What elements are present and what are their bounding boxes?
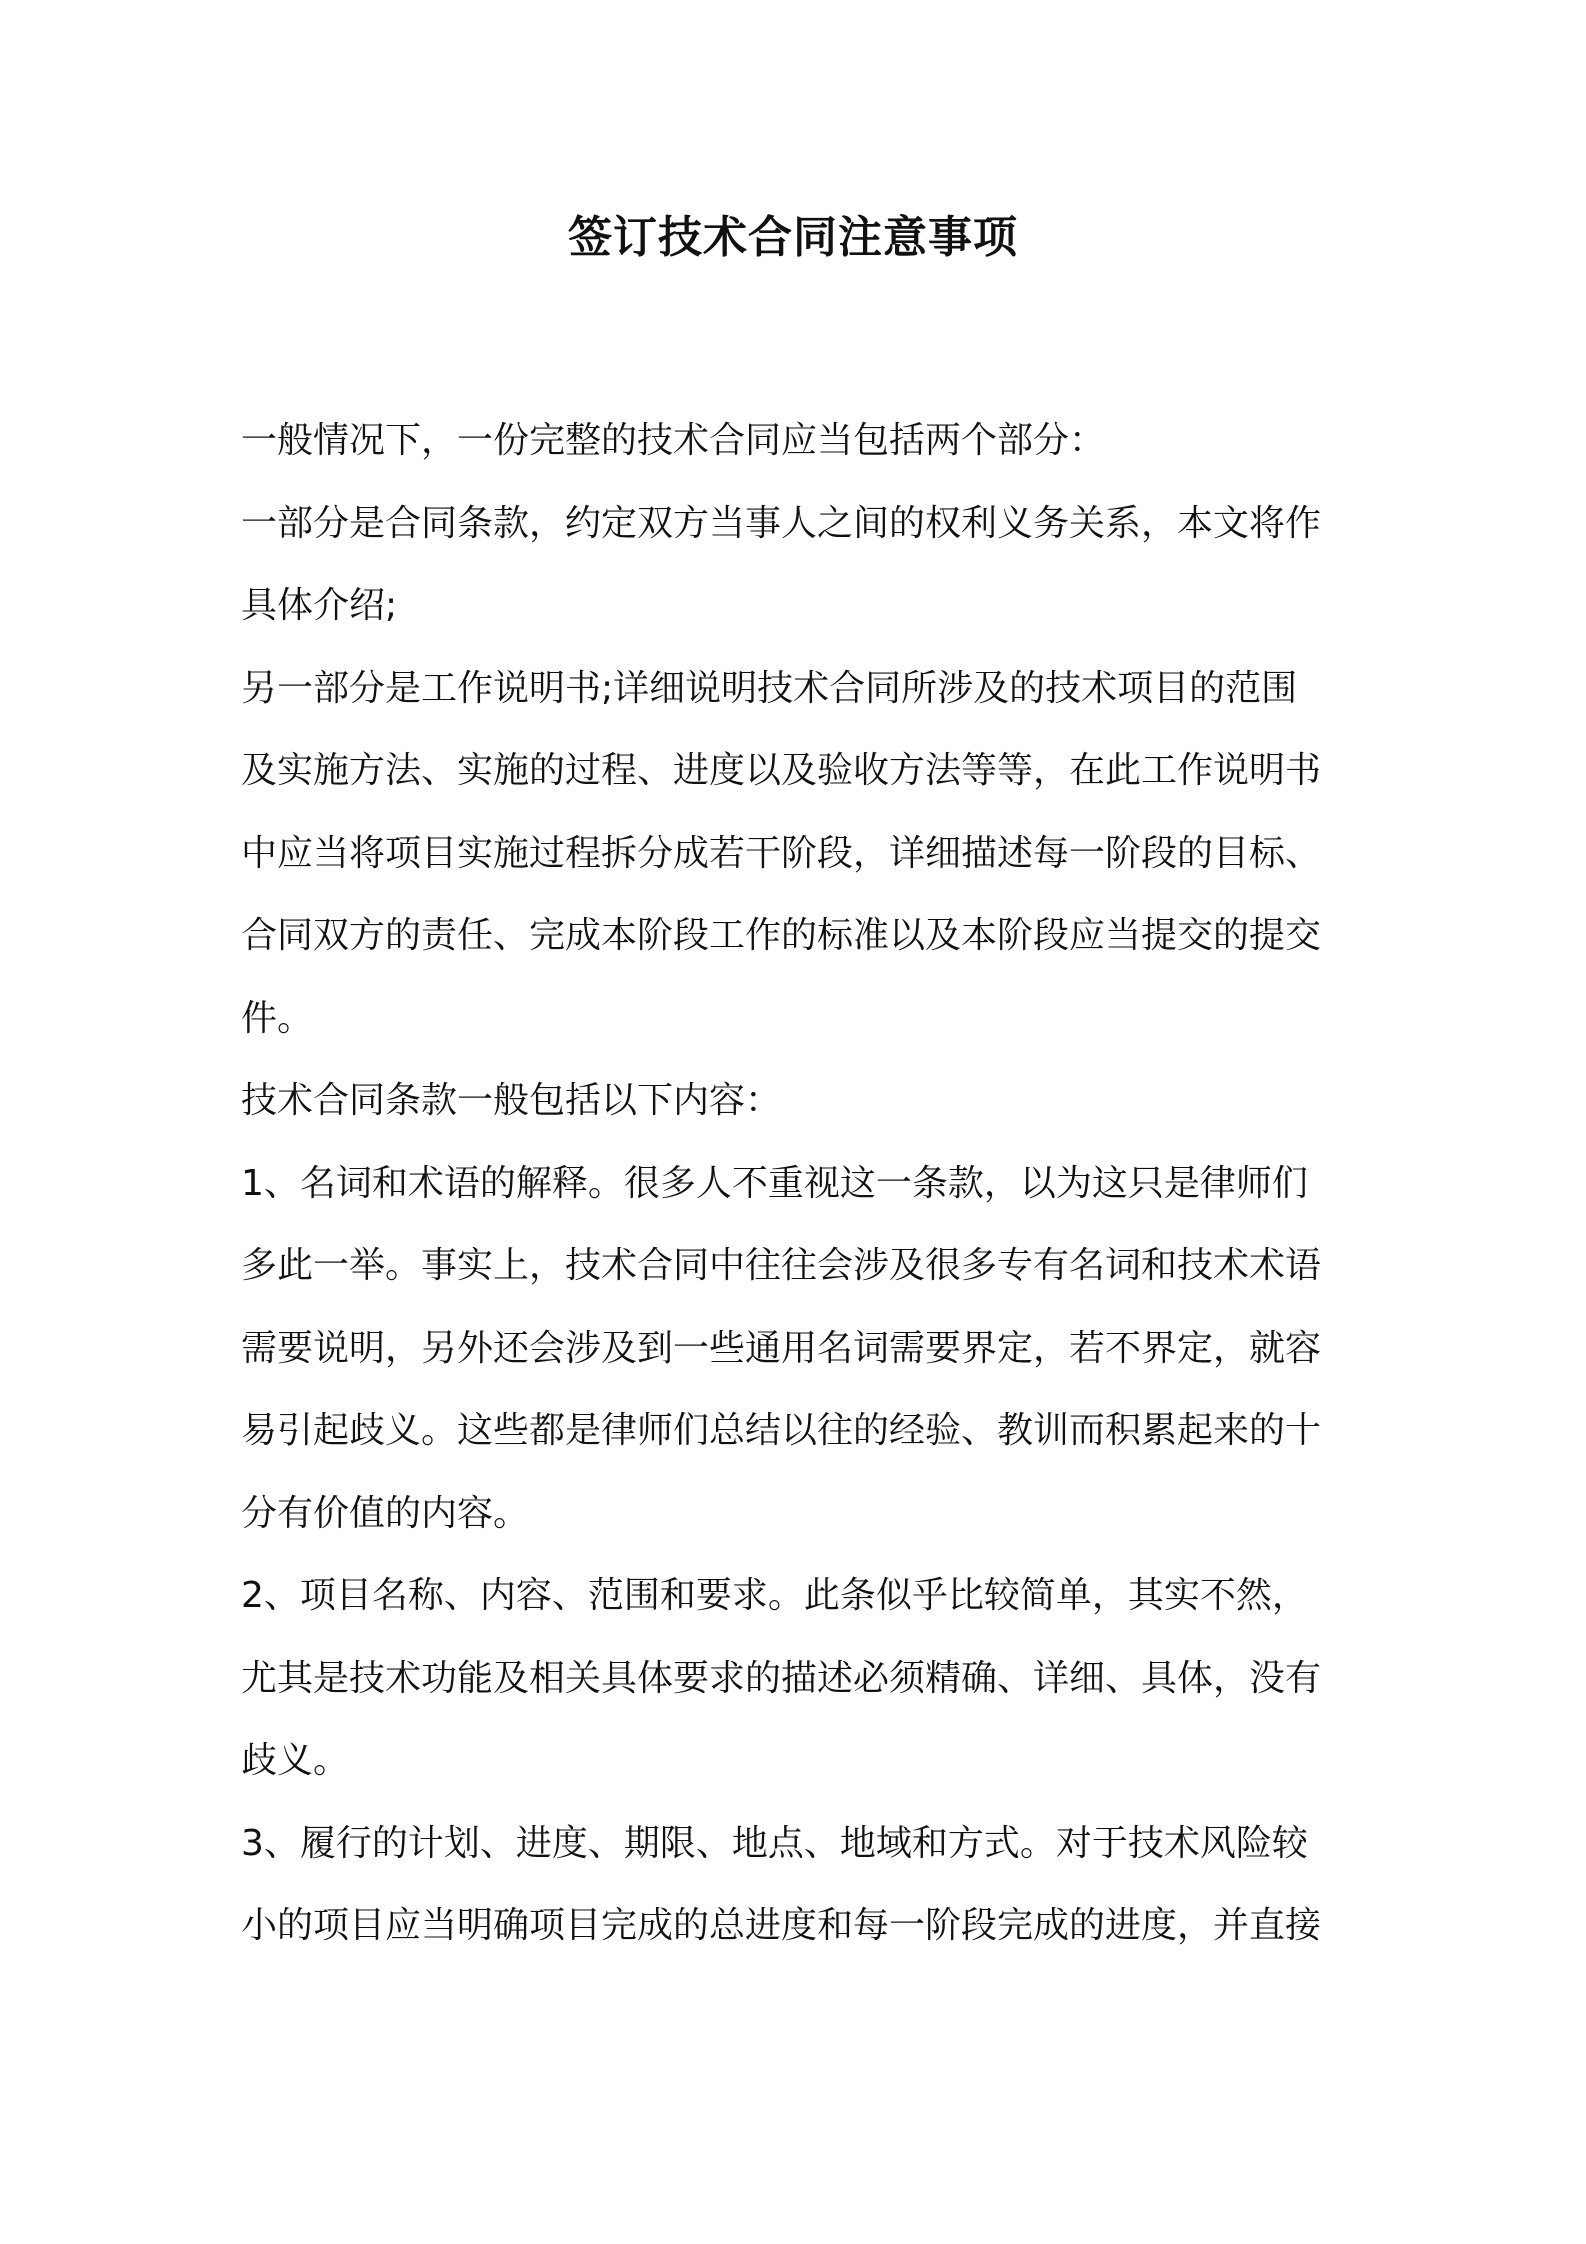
body-line: 歧义。	[241, 1740, 350, 1781]
body-line: 合同双方的责任、完成本阶段工作的标准以及本阶段应当提交的提交	[241, 915, 1322, 956]
body-line: 件。	[241, 997, 314, 1039]
body-line: 分有价值的内容。	[241, 1492, 530, 1534]
document-title: 签订技术合同注意事项	[568, 212, 1018, 263]
body-line: 需要说明，另外还会涉及到一些通用名词需要界定，若不界定，就容	[241, 1327, 1322, 1369]
document-body	[241, 400, 1361, 1968]
body-line: 另一部分是工作说明书;详细说明技术合同所涉及的技术项目的范围	[241, 667, 1298, 709]
body-line: 小的项目应当明确项目完成的总进度和每一阶段完成的进度，并直接	[241, 1905, 1322, 1946]
body-line: 3、履行的计划、进度、期限、地点、地域和方式。对于技术风险较	[241, 1822, 1308, 1864]
body-line: 及实施方法、实施的过程、进度以及验收方法等等，在此工作说明书	[241, 750, 1322, 791]
body-line: 技术合同条款一般包括以下内容：	[241, 1080, 782, 1121]
body-line: 具体介绍;	[241, 585, 398, 626]
body-line: 一般情况下，一份完整的技术合同应当包括两个部分：	[241, 420, 1106, 461]
body-line: 1、名词和术语的解释。很多人不重视这一条款，以为这只是律师们	[241, 1162, 1308, 1204]
body-line: 易引起歧义。这些都是律师们总结以往的经验、教训而积累起来的十	[241, 1410, 1322, 1451]
body-line: 2、项目名称、内容、范围和要求。此条似乎比较简单，其实不然，	[241, 1575, 1308, 1616]
body-line: 一部分是合同条款，约定双方当事人之间的权利义务关系，本文将作	[241, 502, 1322, 544]
body-line: 尤其是技术功能及相关具体要求的描述必须精确、详细、具体，没有	[241, 1657, 1322, 1699]
body-line: 多此一举。事实上，技术合同中往往会涉及很多专有名词和技术术语	[241, 1245, 1322, 1286]
body-line: 中应当将项目实施过程拆分成若干阶段，详细描述每一阶段的目标、	[241, 832, 1322, 874]
